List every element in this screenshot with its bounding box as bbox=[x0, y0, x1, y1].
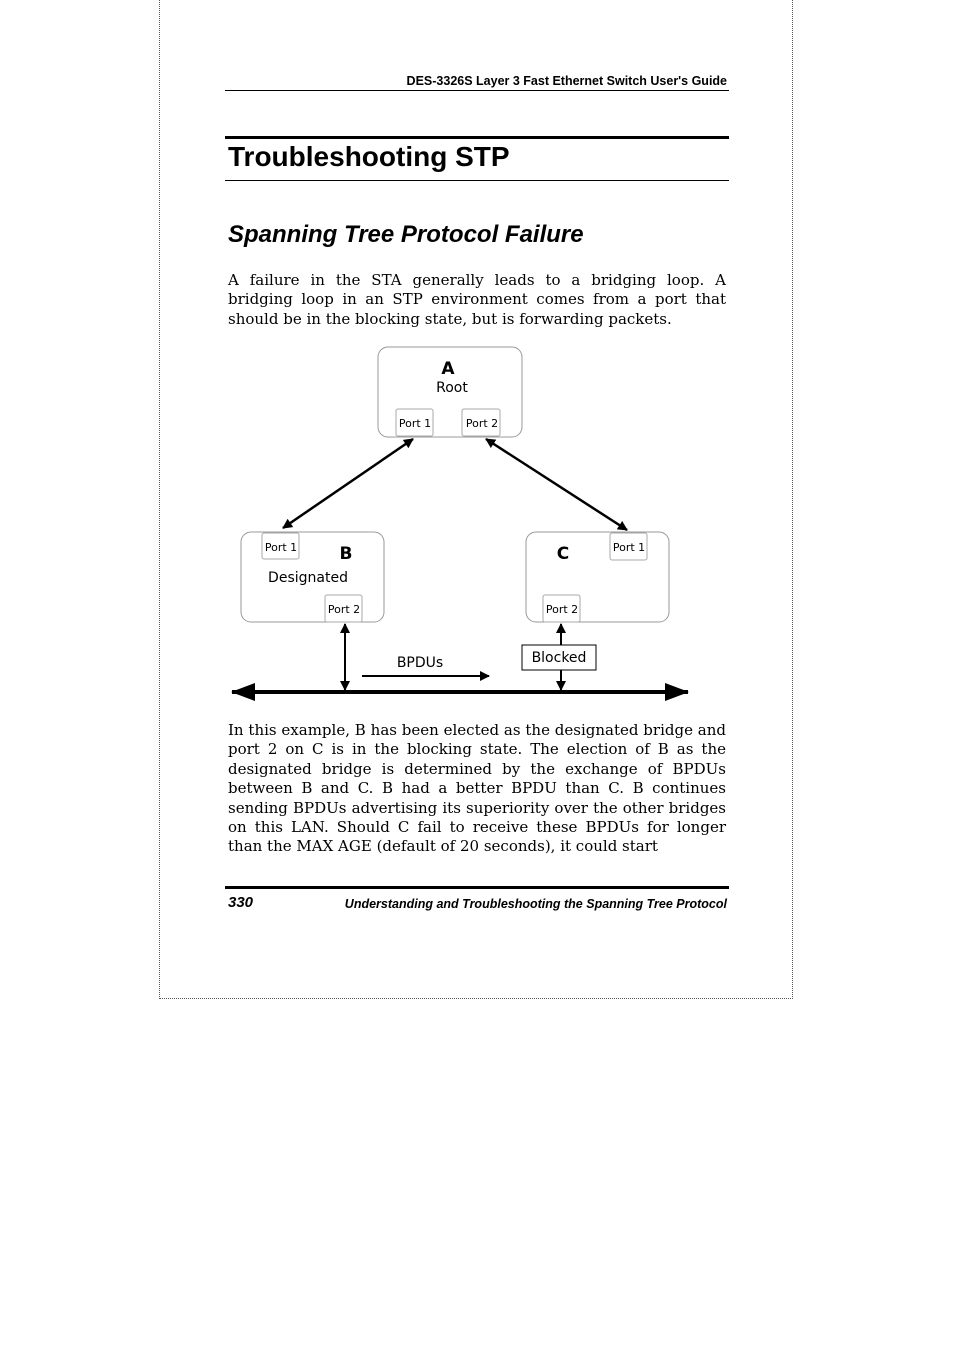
bridge-c bbox=[526, 532, 669, 622]
link-a-b bbox=[283, 439, 413, 528]
example-paragraph: In this example, B has been elected as the designated bridge and port 2 on C is in the blocking state. The election of B as the designated bridge is determined by the exchange of BPDUs between B and C. B had a better BPDU than C. B continues sending BPDUs advertising its superiority over the other bridges on this LAN. Should C fail to receive these BPDUs for longer than the MAX AGE (default of 20 seconds), it could start bbox=[228, 721, 726, 856]
chapter-bottom-rule bbox=[225, 180, 729, 181]
bridge-b-role: Designated bbox=[268, 570, 348, 586]
running-footer: Understanding and Troubleshooting the Spanning Tree Protocol bbox=[344, 897, 727, 911]
bridge-c-name: C bbox=[556, 544, 570, 564]
stp-diagram bbox=[225, 340, 695, 708]
page-number: 330 bbox=[228, 894, 254, 911]
bridge-b-port1-label: Port 1 bbox=[264, 541, 298, 554]
bridge-a bbox=[378, 347, 522, 437]
bridge-a-name: A bbox=[441, 359, 455, 379]
bridge-a-port2-label: Port 2 bbox=[465, 417, 499, 430]
running-header: DES-3326S Layer 3 Fast Ethernet Switch User's Guide bbox=[406, 74, 727, 88]
bridge-a-role: Root bbox=[436, 380, 468, 396]
bridge-b-port2-label: Port 2 bbox=[327, 603, 361, 616]
bridge-b-name: B bbox=[339, 544, 353, 564]
intro-paragraph: A failure in the STA generally leads to a bridging loop. A bridging loop in an STP environment comes from a port that should be in the blocking state, but is forwarding packets. bbox=[228, 271, 726, 328]
blocked-label: Blocked bbox=[531, 650, 587, 666]
header-rule bbox=[225, 90, 729, 91]
chapter-title: Troubleshooting STP bbox=[228, 141, 510, 172]
bridge-a-port1-label: Port 1 bbox=[398, 417, 432, 430]
bridge-c-port1-label: Port 1 bbox=[612, 541, 646, 554]
chapter-top-rule bbox=[225, 136, 729, 139]
footer-rule bbox=[225, 886, 729, 889]
section-title: Spanning Tree Protocol Failure bbox=[228, 221, 584, 248]
link-a-c bbox=[486, 439, 627, 530]
bridge-b bbox=[241, 532, 384, 622]
bpdus-label: BPDUs bbox=[396, 655, 444, 671]
bridge-c-port2-label: Port 2 bbox=[545, 603, 579, 616]
